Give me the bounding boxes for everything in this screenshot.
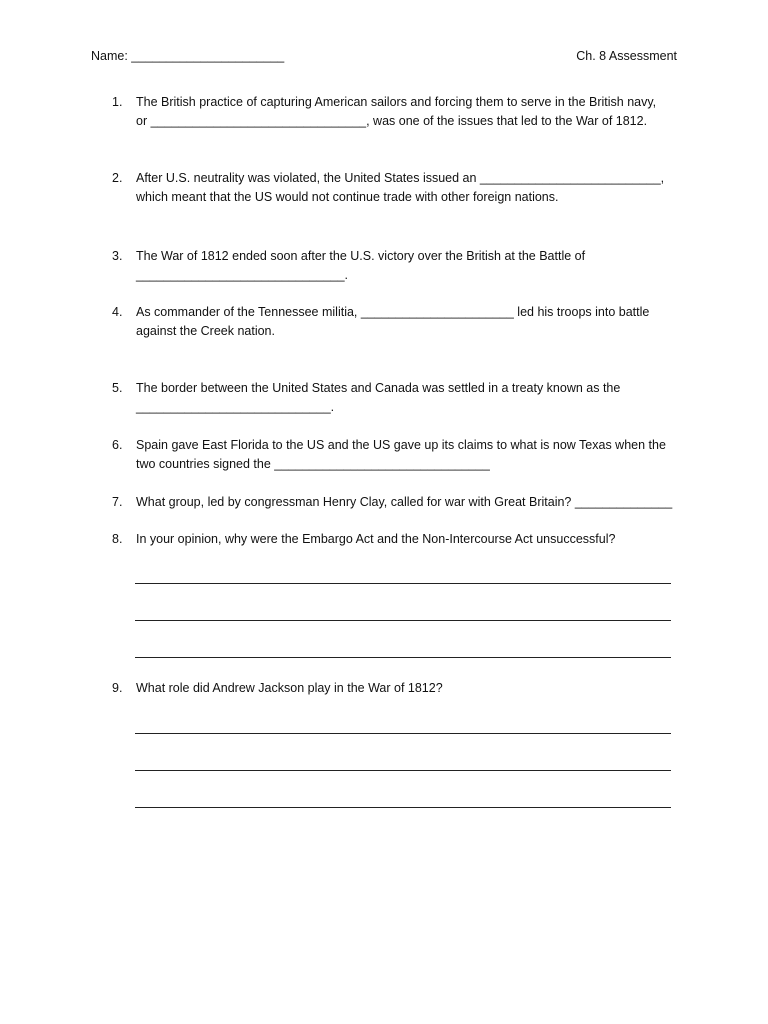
question-text	[136, 679, 696, 698]
question-line: In your opinion, why were the Embargo Act and the Non-Intercourse Act unsuccessful?	[136, 532, 616, 546]
question-text	[136, 247, 696, 285]
question-text	[136, 303, 696, 341]
question-number: 5.	[112, 381, 123, 395]
question-text	[136, 169, 696, 207]
question-number: 3.	[112, 249, 123, 263]
answer-line[interactable]	[135, 657, 671, 658]
question-number: 9.	[112, 681, 123, 695]
answer-line[interactable]	[135, 733, 671, 734]
question-text	[136, 530, 696, 549]
question-text	[136, 436, 696, 474]
question-number: 8.	[112, 532, 123, 546]
question-line: What group, led by congressman Henry Clay, called for war with Great Britain? ______________	[136, 495, 673, 509]
answer-line[interactable]	[135, 583, 671, 584]
question-number: 7.	[112, 495, 123, 509]
question-line: The border between the United States and Canada was settled in a treaty known as the	[136, 381, 621, 395]
question-line: which meant that the US would not continue trade with other foreign nations.	[136, 190, 559, 204]
question-line: two countries signed the _______________________________	[136, 457, 490, 471]
answer-line[interactable]	[135, 770, 671, 771]
question-line: or _______________________________, was one of the issues that led to the War of 1812.	[136, 114, 648, 128]
question-number: 2.	[112, 171, 123, 185]
question-line: What role did Andrew Jackson play in the War of 1812?	[136, 681, 443, 695]
question-text	[136, 93, 696, 131]
question-line: ____________________________.	[136, 400, 335, 414]
question-line: After U.S. neutrality was violated, the United States issued an __________________________,	[136, 171, 665, 185]
question-line: The British practice of capturing American sailors and forcing them to serve in the British navy,	[136, 95, 657, 109]
question-line: As commander of the Tennessee militia, ______________________ led his troops into battle	[136, 305, 650, 319]
question-line: ______________________________.	[136, 268, 349, 282]
name-field-label: Name: ______________________	[91, 49, 285, 63]
assessment-title: Ch. 8 Assessment	[576, 49, 677, 63]
answer-line[interactable]	[135, 620, 671, 621]
question-number: 1.	[112, 95, 123, 109]
question-line: against the Creek nation.	[136, 324, 275, 338]
question-number: 6.	[112, 438, 123, 452]
question-text	[136, 493, 696, 512]
question-line: The War of 1812 ended soon after the U.S. victory over the British at the Battle of	[136, 249, 586, 263]
answer-line[interactable]	[135, 807, 671, 808]
question-text	[136, 379, 696, 417]
question-line: Spain gave East Florida to the US and the US gave up its claims to what is now Texas when the	[136, 438, 666, 452]
question-number: 4.	[112, 305, 123, 319]
